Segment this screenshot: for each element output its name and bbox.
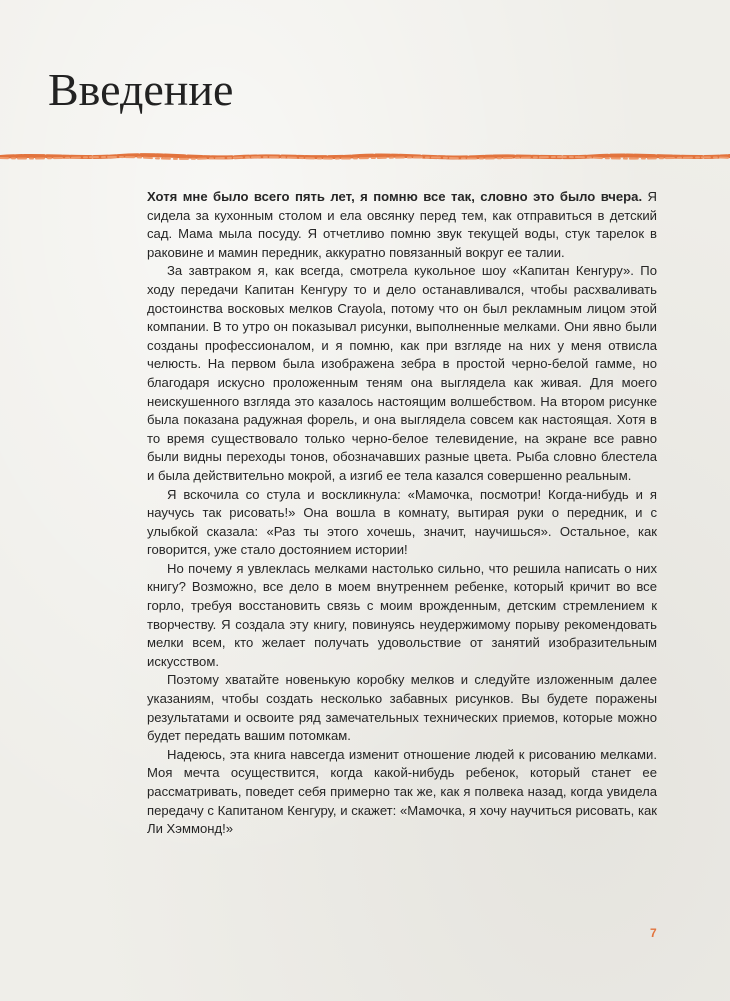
- paragraph: За завтраком я, как всегда, смотрела кукольное шоу «Капитан Кенгуру». По ходу передачи Капитан Кенгуру то и дело останавливался, чтобы расхваливать достоинства восковых мелков Crayola, потому что он был рекламным лицом этой компании. В то утро он показывал рисунки, выполненные мелками. Они явно были созданы профессионалом, и я помню, как при взгляде на них у меня отвисла челюсть. На первом была изображена зебра в простой черно-белой гамме, но благодаря искусно проложенным теням она выглядела как живая. Для моего неискушенного взгляда это казалось настоящим волшебством. На втором рисунке была показана радужная форель, и она выглядела совсем как настоящая. Хотя в то время существовало только черно-белое телевидение, на экране все равно были видны переходы тонов, обозначавших разные цвета. Рыба словно блестела и была действительно мокрой, а изгиб ее тела казался совершенно реальным.: [147, 263, 657, 483]
- body-text: [147, 188, 657, 839]
- paragraph: [147, 188, 657, 262]
- paragraph: Поэтому хватайте новенькую коробку мелков и следуйте изложенным далее указаниям, чтобы создать несколько забавных рисунков. Вы будете поражены результатами и освоите ряд замечательных технических приемов, которые можно будет передать вашим потомкам.: [147, 672, 657, 744]
- lead-sentence: Хотя мне было всего пять лет, я помню все так, словно это было вчера.: [147, 189, 643, 204]
- crayon-divider: [0, 150, 730, 164]
- paragraph: Надеюсь, эта книга навсегда изменит отношение людей к рисованию мелками. Моя мечта осуществится, когда какой-нибудь ребенок, который станет ее рассматривать, поведет себя примерно так же, как я полвека назад, когда увидела передачу с Капитаном Кенгуру, и скажет: «Мамочка, я хочу научиться рисовать, как Ли Хэммонд!»: [147, 746, 657, 837]
- paragraph: Я вскочила со стула и воскликнула: «Мамочка, посмотри! Когда-нибудь и я научусь так рисовать!» Она вошла в комнату, вытирая руки о передник, и с улыбкой сказала: «Раз ты этого хочешь, значит, научишься». Остальное, как говорится, уже стало достоянием истории!: [147, 486, 657, 558]
- paragraph-text: Я сидела за кухонным столом и ела овсянку перед тем, как отправиться в детский сад. Мама мыла посуду. Я отчетливо помню звук текущей воды, стук тарелок в раковине и мамин передник, аккуратно повязанный вокруг ее талии.: [147, 189, 657, 260]
- page-number: 7: [650, 926, 657, 940]
- page-title: Введение: [48, 64, 234, 115]
- paragraph: Но почему я увлеклась мелками настолько сильно, что решила написать о них книгу? Возможно, все дело в моем внутреннем ребенке, который кричит во все горло, требуя восстановить связь с моим врожденным, детским стремлением к творчеству. Я создала эту книгу, повинуясь неудержимому порыву рекомендовать мелки всем, кто желает получать удовольствие от занятий изобразительным искусством.: [147, 560, 657, 669]
